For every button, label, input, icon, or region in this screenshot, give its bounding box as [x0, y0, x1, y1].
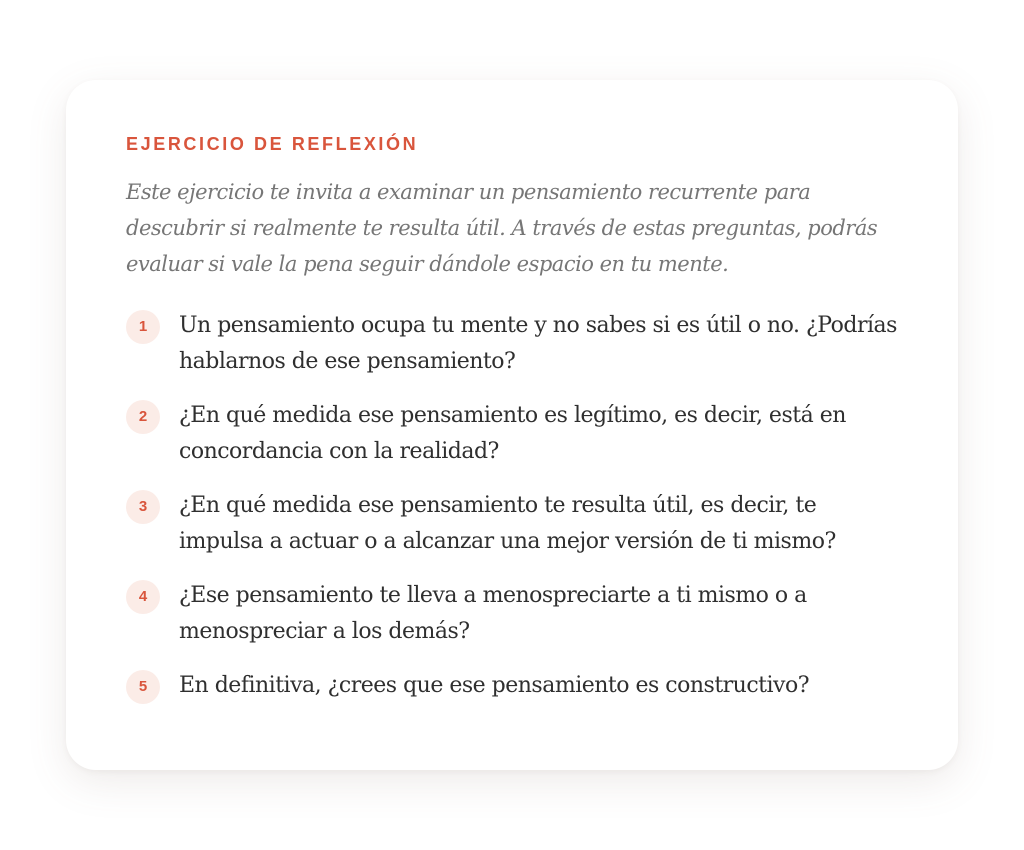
reflection-exercise-card	[66, 80, 958, 770]
question-item-1	[126, 308, 898, 380]
question-text: En definitiva, ¿crees que ese pensamiento es constructivo?	[179, 673, 810, 698]
question-text: Un pensamiento ocupa tu mente y no sabes si es útil o no. ¿Podrías hablarnos de ese pensamiento?	[179, 313, 897, 374]
question-number-badge: 3	[126, 490, 160, 524]
question-number-badge: 2	[126, 400, 160, 434]
question-item-4	[126, 578, 898, 650]
question-number-badge: 5	[126, 670, 160, 704]
question-number-badge: 1	[126, 310, 160, 344]
question-text: ¿En qué medida ese pensamiento es legítimo, es decir, está en concordancia con la realidad?	[179, 403, 846, 464]
question-text: ¿En qué medida ese pensamiento te resulta útil, es decir, te impulsa a actuar o a alcanzar una mejor versión de ti mismo?	[179, 493, 836, 554]
exercise-intro: Este ejercicio te invita a examinar un pensamiento recurrente para descubrir si realmente te resulta útil. A través de estas preguntas, podrás evaluar si vale la pena seguir dándole espacio en tu mente.	[126, 180, 878, 276]
question-list	[126, 308, 898, 704]
question-text: ¿Ese pensamiento te lleva a menospreciarte a ti mismo o a menospreciar a los demás?	[179, 583, 807, 644]
question-number-badge: 4	[126, 580, 160, 614]
exercise-label: EJERCICIO DE REFLEXIÓN	[126, 134, 419, 154]
question-item-3	[126, 488, 898, 560]
question-item-2	[126, 398, 898, 470]
question-item-5	[126, 668, 898, 704]
